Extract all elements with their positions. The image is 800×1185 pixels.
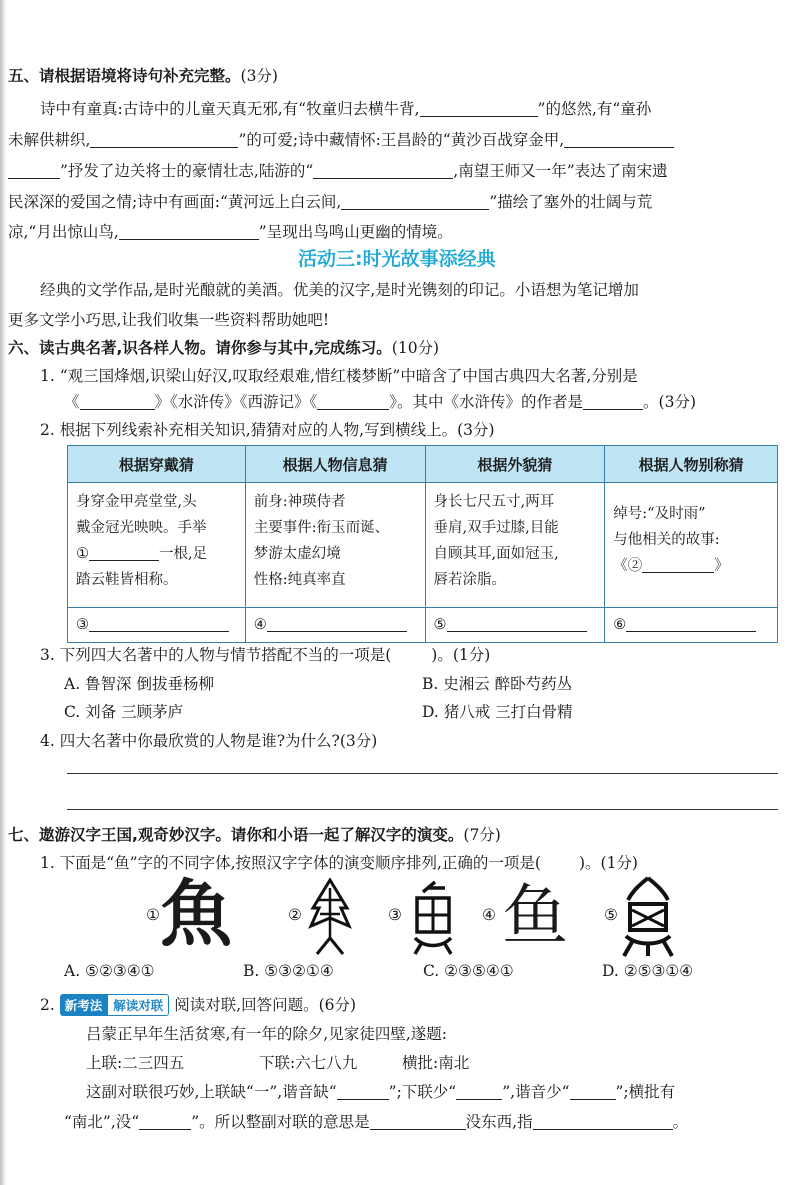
header-clothing: 根据穿戴猜 <box>68 446 246 483</box>
fish-option-d[interactable]: D. ②⑤③①④ <box>602 962 694 980</box>
answer-line-2[interactable] <box>67 809 778 810</box>
couplet-explain-1: 这副对联很巧妙,上联缺“一”,谐音缺“ ”;下联少“ ”,谐音少“ ”;横批有 <box>86 1083 676 1101</box>
blank-6[interactable] <box>119 223 259 240</box>
blank-book-4[interactable] <box>317 393 389 410</box>
blank-c3[interactable] <box>570 1083 616 1100</box>
blank-c5[interactable] <box>370 1113 466 1130</box>
blank-author[interactable] <box>583 393 643 410</box>
fish-glyph-oracle <box>305 878 355 956</box>
fish-num-4: ④ <box>482 906 496 924</box>
section5-title: 五、请根据语境将诗句补充完整。(3分) <box>8 67 278 85</box>
blank-weapon[interactable] <box>89 544 159 561</box>
section7-title: 七、遨游汉字王国,观奇妙汉字。请你和小语一起了解汉字的演变。(7分) <box>8 826 501 844</box>
blank-c6[interactable] <box>533 1113 673 1130</box>
clue-info: 前身:神瑛侍者 主要事件:衔玉而诞、 梦游太虚幻境 性格:纯真率直 <box>245 483 425 608</box>
header-appearance: 根据外貌猜 <box>425 446 605 483</box>
blank-1[interactable] <box>420 100 538 117</box>
fish-glyph-kaishu: 魚 <box>160 871 233 956</box>
option-a[interactable]: A. 鲁智深 倒拔垂杨柳 <box>64 675 214 693</box>
blank-book-1[interactable] <box>80 393 155 410</box>
answer-6[interactable] <box>626 615 756 632</box>
fish-num-5: ⑤ <box>604 906 618 924</box>
header-info: 根据人物信息猜 <box>245 446 425 483</box>
q7-2: 2. 新考法 解读对联 阅读对联,回答问题。(6分) <box>40 996 357 1014</box>
fish-glyph-seal <box>618 874 678 958</box>
answer-4[interactable] <box>267 615 407 632</box>
q6-1-line2: 《 》《水浒传》《西游记》《 》。其中《水浒传》的作者是 。(3分) <box>64 393 697 411</box>
header-nickname: 根据人物别称猜 <box>605 446 778 483</box>
activity-title: 活动三:时光故事添经典 <box>298 248 496 270</box>
q6-1-line1: 1. “观三国烽烟,识梁山好汉,叹取经艰难,惜红楼梦断”中暗含了中国古典四大名著,分别是 <box>40 367 638 385</box>
answer-5[interactable] <box>447 615 587 632</box>
couplet-lower: 下联:六七八九 <box>259 1054 358 1072</box>
q6-2: 2. 根据下列线索补充相关知识,猜猜对应的人物,写到横线上。(3分) <box>40 421 495 439</box>
section5-line2: 未解供耕织, ”的可爱;诗中藏情怀:王昌龄的“黄沙百战穿金甲, <box>8 128 674 150</box>
blank-c4[interactable] <box>139 1113 191 1130</box>
answer-line-1[interactable] <box>67 773 778 774</box>
clue-nickname: 绰号:“及时雨” 与他相关的故事: 《② 》 <box>605 483 778 608</box>
fish-option-a[interactable]: A. ⑤②③④① <box>64 962 155 980</box>
blank-5[interactable] <box>341 193 489 210</box>
blank-3[interactable] <box>564 131 674 148</box>
blank-c2[interactable] <box>456 1083 502 1100</box>
section5-line4: 民深深的爱国之情;诗中有画面:“黄河远上白云间, ”描绘了塞外的壮阔与荒 <box>8 193 653 211</box>
option-c[interactable]: C. 刘备 三顾茅庐 <box>64 703 184 721</box>
badge-new-method: 新考法 <box>60 994 108 1016</box>
table-answer-row: ③ ④ ⑤ ⑥ <box>68 608 778 643</box>
fish-option-b[interactable]: B. ⑤③②①④ <box>243 962 334 980</box>
couplet-banner: 横批:南北 <box>402 1054 470 1072</box>
blank-c1[interactable] <box>337 1083 389 1100</box>
option-b[interactable]: B. 史湘云 醉卧芍药丛 <box>422 675 573 693</box>
section5-line3: ”抒发了边关将士的豪情壮志,陆游的“ ,南望王师又一年”表达了南宋遗 <box>8 159 668 181</box>
table-clue-row <box>68 483 778 608</box>
fish-num-2: ② <box>288 906 302 924</box>
activity-intro-1: 经典的文学作品,是时光酿就的美酒。优美的汉字,是时光镌刻的印记。小语想为笔记增加 <box>40 281 639 299</box>
blank-story[interactable] <box>642 556 714 573</box>
blank-3b[interactable] <box>8 162 60 179</box>
fish-option-c[interactable]: C. ②③⑤④① <box>423 962 514 980</box>
fish-num-1: ① <box>146 906 160 924</box>
blank-4[interactable] <box>313 162 453 179</box>
fish-glyph-bronze <box>405 878 461 956</box>
table-header-row <box>68 446 778 483</box>
fish-glyph-simplified: 鱼 <box>502 877 568 954</box>
couplet-upper: 上联:二三四五 <box>86 1054 185 1072</box>
couplet-explain-2: “南北”,没“ ”。所以整副对联的意思是 没东西,指 。 <box>64 1113 689 1131</box>
badge-couplet: 解读对联 <box>107 994 169 1016</box>
blank-2[interactable] <box>90 131 238 148</box>
q6-4: 4. 四大名著中你最欣赏的人物是谁?为什么?(3分) <box>40 732 378 750</box>
fish-num-3: ③ <box>388 906 402 924</box>
section6-title: 六、读古典名著,识各样人物。请你参与其中,完成练习。(10分) <box>8 339 440 357</box>
clue-appearance: 身长七尺五寸,两耳 垂肩,双手过膝,目能 自顾其耳,面如冠玉, 唇若涂脂。 <box>425 483 605 608</box>
section5-line1: 诗中有童真:古诗中的儿童天真无邪,有“牧童归去横牛背, ”的悠然,有“童孙 <box>40 100 652 118</box>
clue-clothing: 身穿金甲亮堂堂,头 戴金冠光映映。手举 ① 一根,足 踏云鞋皆相称。 <box>68 483 246 608</box>
option-d[interactable]: D. 猪八戒 三打白骨精 <box>422 703 573 721</box>
couplet-story: 吕蒙正早年生活贫寒,有一年的除夕,见家徒四壁,遂题: <box>86 1025 448 1043</box>
q6-3: 3. 下列四大名著中的人物与情节搭配不当的一项是( )。(1分) <box>40 646 491 664</box>
section5-line5: 凉,“月出惊山鸟, ”呈现出鸟鸣山更幽的情境。 <box>8 223 453 241</box>
answer-3[interactable] <box>89 615 229 632</box>
activity-intro-2: 更多文学小巧思,让我们收集一些资料帮助她吧! <box>8 311 330 329</box>
clue-table <box>67 445 778 643</box>
binding-edge <box>0 0 6 1185</box>
q7-1: 1. 下面是“鱼”字的不同字体,按照汉字字体的演变顺序排列,正确的一项是( )。(1分) <box>40 854 638 872</box>
